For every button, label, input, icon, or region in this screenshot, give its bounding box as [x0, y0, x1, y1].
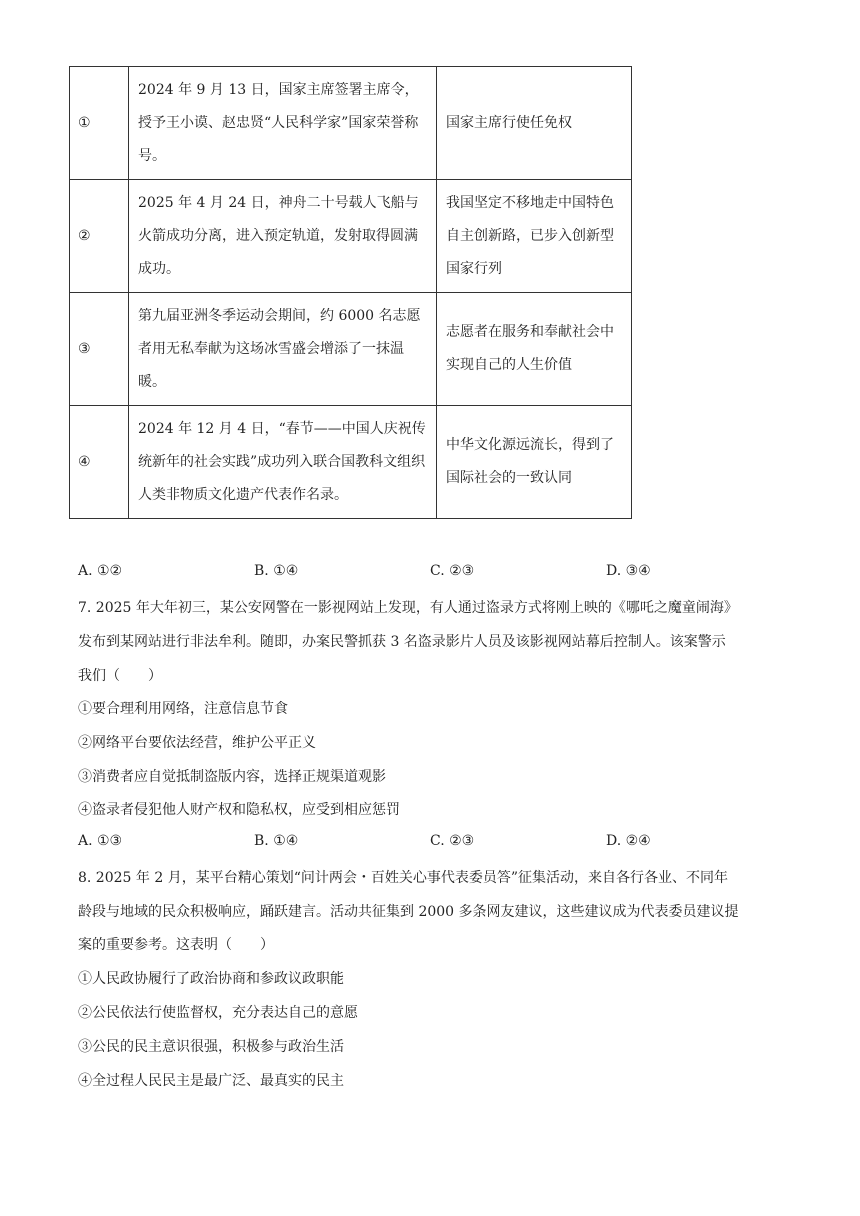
row-number: ① [70, 67, 129, 180]
table-row [70, 293, 632, 406]
q8-statement-4: ④全过程人民民主是最广泛、最真实的民主 [78, 1073, 344, 1089]
q7-stem-line-3: 我们（ ） [78, 668, 162, 684]
q8-statement-1: ①人民政协履行了政治协商和参政议政职能 [78, 971, 344, 987]
q7-stem-line-1: 7. 2025 年大年初三，某公安网警在一影视网站上发现，有人通过盗录方式将刚上映的《哪吒之魔童闹海》 [78, 600, 738, 616]
q8-stem-line-2: 龄段与地域的民众积极响应，踊跃建言。活动共征集到 2000 多条网友建议，这些建议成为代表委员建议提 [78, 904, 739, 920]
q8-statement-3: ③公民的民主意识很强，积极参与政治生活 [78, 1039, 344, 1055]
q7-stem-line-2: 发布到某网站进行非法牟利。随即，办案民警抓获 3 名盗录影片人员及该影视网站幕后控制人。该案警示 [78, 634, 726, 650]
q7-option-a: A. ①③ [78, 833, 123, 849]
explanation-cell: 志愿者在服务和奉献社会中实现自己的人生价值 [437, 293, 632, 406]
table-row [70, 406, 632, 519]
q6-option-a: A. ①② [78, 563, 123, 579]
event-cell: 2024 年 12 月 4 日，“春节——中国人庆祝传统新年的社会实践”成功列入联合国教科文组织人类非物质文化遗产代表作名录。 [129, 406, 437, 519]
table-row [70, 180, 632, 293]
q8-stem-line-1: 8. 2025 年 2 月，某平台精心策划“问计两会・百姓关心事代表委员答”征集活动，来自各行各业、不同年 [78, 870, 729, 886]
explanation-cell: 我国坚定不移地走中国特色自主创新路，已步入创新型国家行列 [437, 180, 632, 293]
event-cell: 2024 年 9 月 13 日，国家主席签署主席令，授予王小谟、赵忠贤“人民科学家”国家荣誉称号。 [129, 67, 437, 180]
q7-statement-3: ③消费者应自觉抵制盗版内容，选择正规渠道观影 [78, 769, 386, 785]
q8-stem-line-3: 案的重要参考。这表明（ ） [78, 937, 274, 953]
q6-option-d: D. ③④ [606, 563, 651, 579]
explanation-cell: 国家主席行使任免权 [437, 67, 632, 180]
q7-statement-1: ①要合理利用网络，注意信息节食 [78, 701, 288, 717]
q6-option-c: C. ②③ [430, 563, 475, 579]
row-number: ③ [70, 293, 129, 406]
event-cell: 第九届亚洲冬季运动会期间，约 6000 名志愿者用无私奉献为这场冰雪盛会增添了一抹温暖。 [129, 293, 437, 406]
explanation-cell: 中华文化源远流长，得到了国际社会的一致认同 [437, 406, 632, 519]
q7-option-c: C. ②③ [430, 833, 475, 849]
q6-option-b: B. ①④ [254, 563, 299, 579]
q8-statement-2: ②公民依法行使监督权，充分表达自己的意愿 [78, 1005, 358, 1021]
table-row [70, 67, 632, 180]
event-cell: 2025 年 4 月 24 日，神舟二十号载人飞船与火箭成功分离，进入预定轨道，发射取得圆满成功。 [129, 180, 437, 293]
row-number: ④ [70, 406, 129, 519]
row-number: ② [70, 180, 129, 293]
options-table [69, 66, 632, 519]
q7-statement-4: ④盗录者侵犯他人财产权和隐私权，应受到相应惩罚 [78, 802, 400, 818]
q7-option-b: B. ①④ [254, 833, 299, 849]
q7-statement-2: ②网络平台要依法经营，维护公平正义 [78, 735, 316, 751]
q7-option-d: D. ②④ [606, 833, 651, 849]
